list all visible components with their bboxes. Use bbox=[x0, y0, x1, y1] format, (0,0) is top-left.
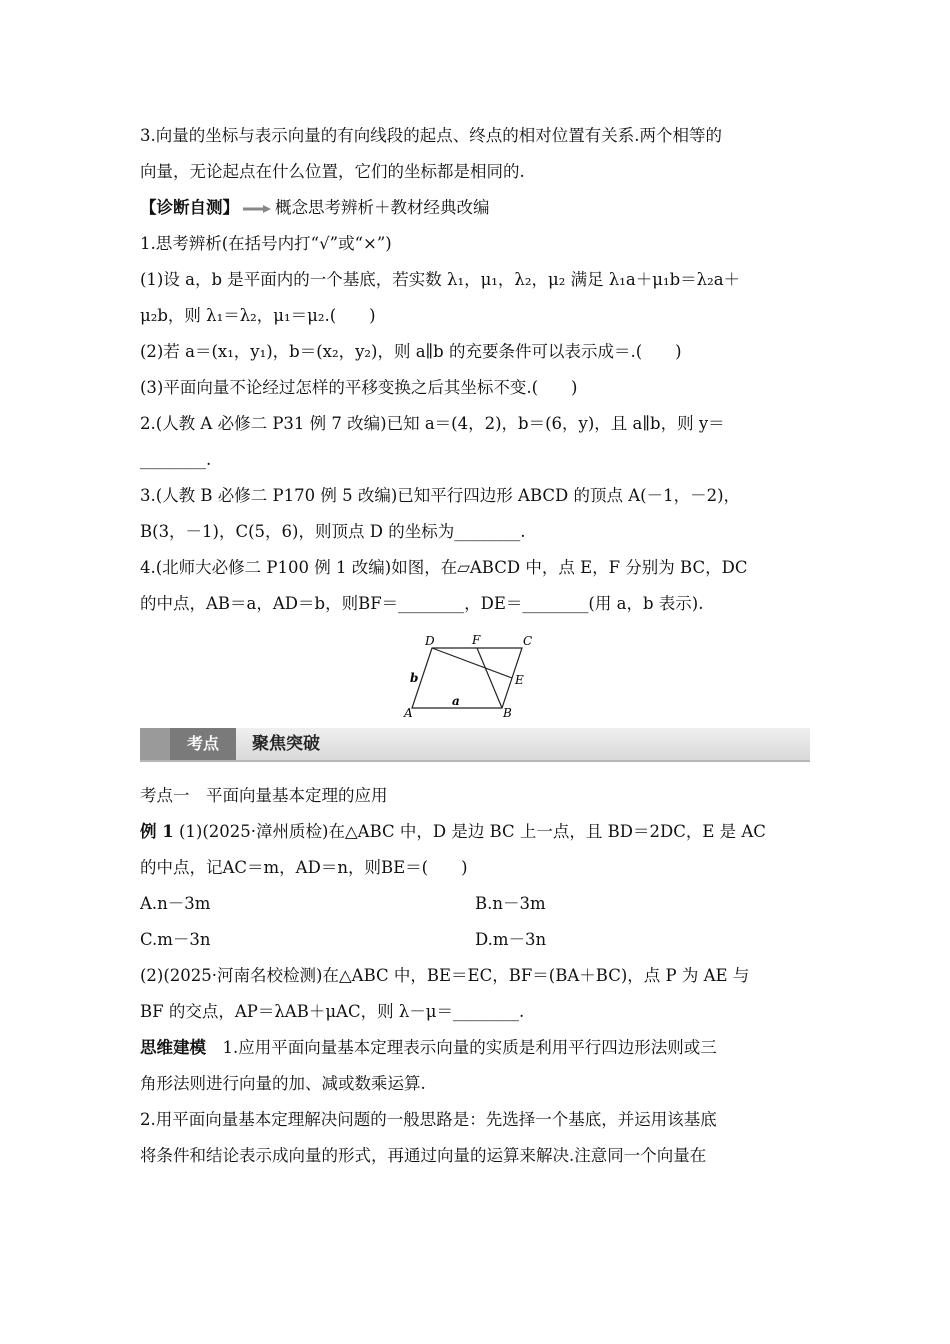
diagnosis-header bbox=[140, 190, 810, 226]
question-1-1-line2: μ₂b，则 λ₁＝λ₂，μ₁＝μ₂.( ) bbox=[140, 306, 376, 325]
banner-bar bbox=[140, 728, 810, 762]
label-a-point: A bbox=[404, 706, 413, 718]
segment-bf bbox=[477, 648, 502, 708]
example-1-line2: 的中点，记AC＝m，AD＝n，则BE＝( ) bbox=[140, 858, 468, 877]
question-3-line1: 3.(人教 B 必修二 P170 例 5 改编)已知平行四边形 ABCD 的顶点 A(－1，－2)， bbox=[140, 486, 741, 505]
label-f-point: F bbox=[472, 633, 481, 647]
label-b-point: B bbox=[503, 706, 512, 718]
option-c: C.m－3n bbox=[140, 930, 211, 949]
section-heading: 考点一 平面向量基本定理的应用 bbox=[140, 786, 388, 805]
example-1-2-line1: (2)(2025·河南名校检测)在△ABC 中，BE＝EC，BF＝(BA＋BC)，点 P 为 AE 与 bbox=[140, 966, 750, 985]
document-page bbox=[140, 118, 810, 1174]
example-1-2-line2: BF 的交点，AP＝λAB＋μAC，则 λ－μ＝________. bbox=[140, 1002, 525, 1021]
parallelogram-shape bbox=[412, 648, 522, 708]
question-2-line1: 2.(人教 A 必修二 P31 例 7 改编)已知 a＝(4，2)，b＝(6，y)，且 a∥b，则 y＝ bbox=[140, 414, 725, 433]
example-1-line1 bbox=[140, 814, 810, 850]
question-1-1-line1: (1)设 a，b 是平面内的一个基底，若实数 λ₁，μ₁，λ₂，μ₂ 满足 λ₁a＋μ₁b＝λ₂a＋ bbox=[140, 270, 741, 289]
option-a: A.n－3m bbox=[140, 894, 211, 913]
label-c-point: C bbox=[523, 634, 533, 648]
question-2-line2: ________. bbox=[140, 450, 212, 469]
label-vector-a: a bbox=[452, 694, 460, 708]
option-b: B.n－3m bbox=[475, 894, 546, 913]
diagnosis-label: 【诊断自测】 bbox=[140, 198, 239, 217]
example-text: (1)(2025·漳州质检)在△ABC 中，D 是边 BC 上一点，且 BD＝2DC，E 是 AC bbox=[173, 822, 766, 841]
model-line2: 角形法则进行向量的加、减或数乘运算. bbox=[140, 1074, 426, 1093]
label-vector-b: b bbox=[410, 671, 419, 685]
banner-title: 聚焦突破 bbox=[252, 734, 320, 754]
options-row-1 bbox=[140, 886, 810, 922]
section-banner bbox=[140, 728, 810, 760]
banner-tag: 考点 bbox=[170, 728, 236, 760]
banner-accent bbox=[140, 728, 170, 760]
text-line: 3.向量的坐标与表示向量的有向线段的起点、终点的相对位置有关系.两个相等的 bbox=[140, 126, 722, 145]
question-1-title: 1.思考辨析(在括号内打“√”或“×”) bbox=[140, 234, 392, 253]
diagnosis-subtitle: 概念思考辨析＋教材经典改编 bbox=[275, 198, 490, 217]
options-row-2 bbox=[140, 922, 810, 958]
model-line4: 将条件和结论表示成向量的形式，再通过向量的运算来解决.注意同一个向量在 bbox=[140, 1146, 707, 1165]
label-e-point: E bbox=[515, 673, 524, 687]
question-4-line1: 4.(北师大必修二 P100 例 1 改编)如图，在▱ABCD 中，点 E，F 分别为 BC，DC bbox=[140, 558, 748, 577]
question-4-line2: 的中点，AB＝a，AD＝b，则BF＝________，DE＝________(用 a，b 表示). bbox=[140, 594, 704, 613]
model-label: 思维建模 bbox=[140, 1038, 206, 1057]
arrow-icon bbox=[243, 204, 271, 214]
parallelogram-figure bbox=[402, 628, 562, 718]
model-text: 1.应用平面向量基本定理表示向量的实质是利用平行四边形法则或三 bbox=[206, 1038, 717, 1057]
question-3-line2: B(3，－1)，C(5，6)，则顶点 D 的坐标为________. bbox=[140, 522, 526, 541]
label-d-point: D bbox=[425, 634, 435, 648]
question-1-2: (2)若 a＝(x₁，y₁)，b＝(x₂，y₂)，则 a∥b 的充要条件可以表示成＝.( ) bbox=[140, 342, 682, 361]
text-line: 向量，无论起点在什么位置，它们的坐标都是相同的. bbox=[140, 162, 525, 181]
model-line3: 2.用平面向量基本定理解决问题的一般思路是：先选择一个基底，并运用该基底 bbox=[140, 1110, 717, 1129]
model-line1 bbox=[140, 1030, 810, 1066]
option-d: D.m－3n bbox=[475, 930, 547, 949]
example-label: 例 1 bbox=[140, 822, 174, 841]
segment-de bbox=[432, 648, 512, 678]
question-1-3: (3)平面向量不论经过怎样的平移变换之后其坐标不变.( ) bbox=[140, 378, 578, 397]
